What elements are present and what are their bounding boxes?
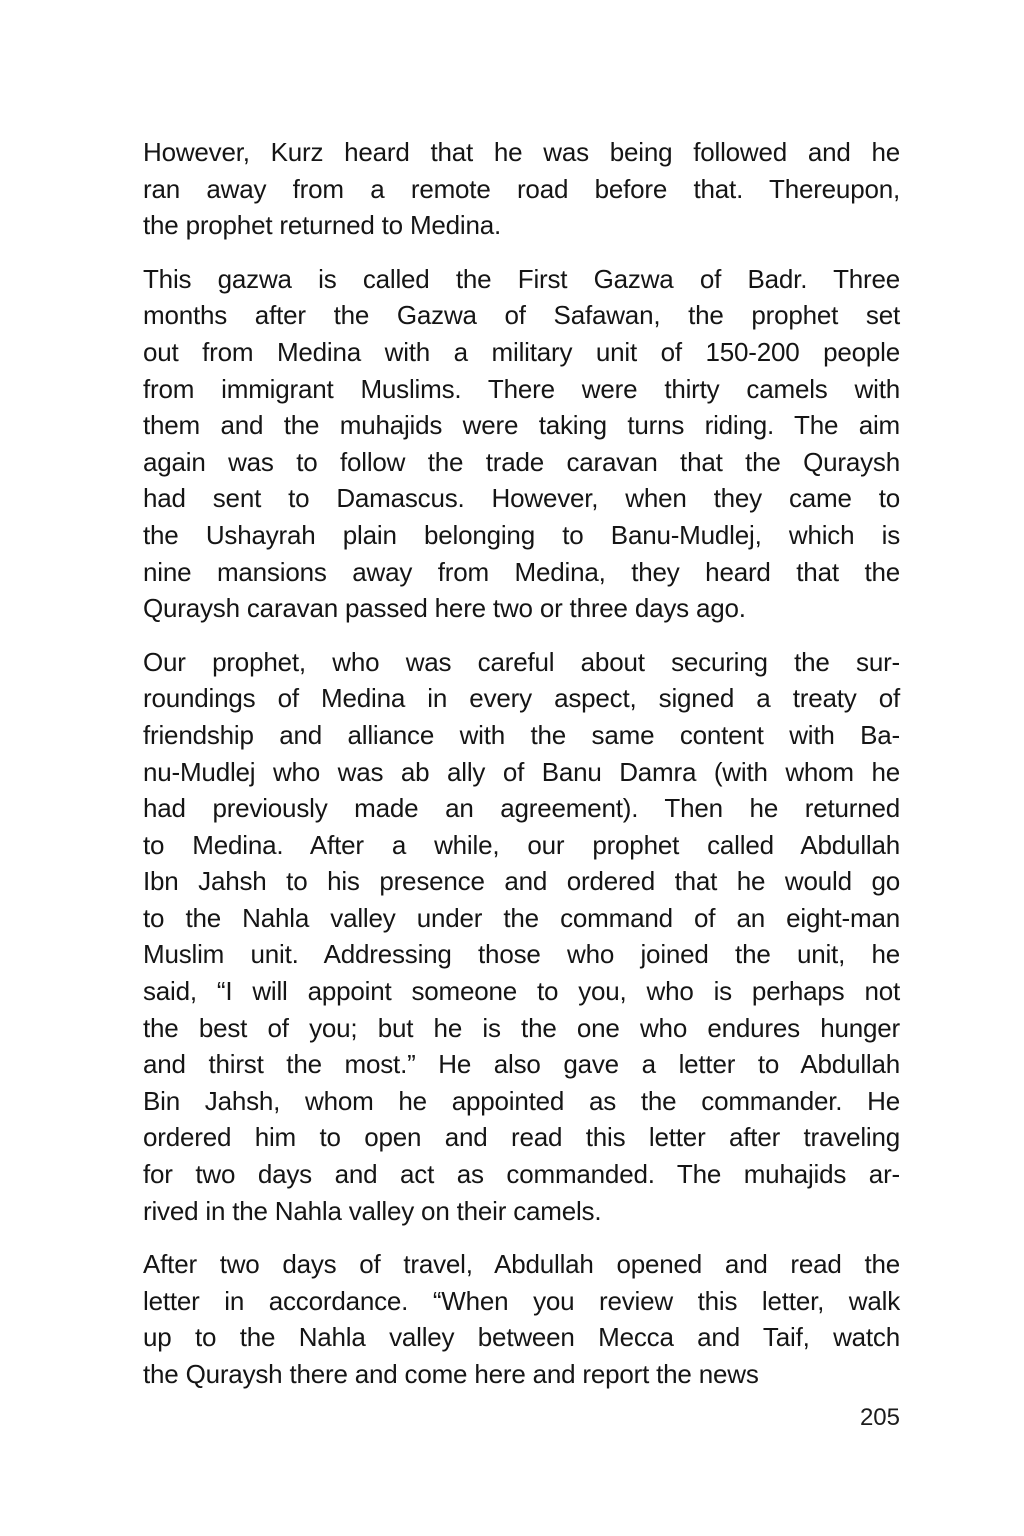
text-line: rived in the Nahla valley on their camels.	[143, 1195, 602, 1226]
text-line: This gazwa is called the First Gazwa of Badr. Three	[143, 263, 900, 294]
text-line: ran away from a remote road before that. Thereupon,	[143, 173, 900, 204]
text-line: Quraysh caravan passed here two or three days ago.	[143, 593, 746, 624]
page-number: 205	[859, 1403, 900, 1431]
text-line: ordered him to open and read this letter after traveling	[143, 1122, 900, 1153]
text-line: friendship and alliance with the same content with Ba-	[143, 719, 900, 750]
text-line: roundings of Medina in every aspect, signed a treaty of	[143, 683, 900, 714]
text-line: nine mansions away from Medina, they heard that the	[143, 556, 900, 587]
paragraph	[143, 1246, 900, 1392]
text-line: the best of you; but he is the one who endures hunger	[143, 1012, 900, 1043]
text-line: had previously made an agreement). Then he returned	[143, 793, 900, 824]
page-container	[143, 134, 900, 1433]
text-line: Our prophet, who was careful about securing the sur-	[143, 646, 900, 677]
text-line: up to the Nahla valley between Mecca and Taif, watch	[143, 1322, 900, 1353]
paragraph	[143, 134, 900, 244]
text-line: them and the muhajids were taking turns riding. The aim	[143, 410, 900, 441]
text-line: said, “I will appoint someone to you, who is perhaps not	[143, 976, 900, 1007]
text-line: nu-Mudlej who was ab ally of Banu Damra (with whom he	[143, 756, 900, 787]
text-line: out from Medina with a military unit of 150-200 people	[143, 336, 900, 367]
paragraph	[143, 644, 900, 1230]
text-line: After two days of travel, Abdullah opened and read the	[143, 1249, 900, 1280]
text-line: had sent to Damascus. However, when they came to	[143, 483, 900, 514]
text-line: to Medina. After a while, our prophet called Abdullah	[143, 829, 900, 860]
text-line: Ibn Jahsh to his presence and ordered that he would go	[143, 866, 900, 897]
text-line: from immigrant Muslims. There were thirty camels with	[143, 373, 900, 404]
paragraph	[143, 261, 900, 627]
text-line: months after the Gazwa of Safawan, the prophet set	[143, 300, 900, 331]
text-line: Bin Jahsh, whom he appointed as the commander. He	[143, 1085, 900, 1116]
text-line: the prophet returned to Medina.	[143, 210, 502, 241]
text-line: to the Nahla valley under the command of an eight-man	[143, 902, 900, 933]
text-line: again was to follow the trade caravan that the Quraysh	[143, 446, 900, 477]
text-line: the Ushayrah plain belonging to Banu-Mudlej, which is	[143, 519, 900, 550]
text-line: the Quraysh there and come here and report the news	[143, 1359, 759, 1389]
text-line: However, Kurz heard that he was being followed and he	[143, 137, 900, 167]
text-line: and thirst the most.” He also gave a letter to Abdullah	[143, 1049, 900, 1080]
text-line: Muslim unit. Addressing those who joined the unit, he	[143, 939, 900, 970]
text-block	[143, 134, 900, 1393]
text-line: letter in accordance. “When you review this letter, walk	[143, 1285, 900, 1316]
text-line: for two days and act as commanded. The muhajids ar-	[143, 1159, 900, 1190]
